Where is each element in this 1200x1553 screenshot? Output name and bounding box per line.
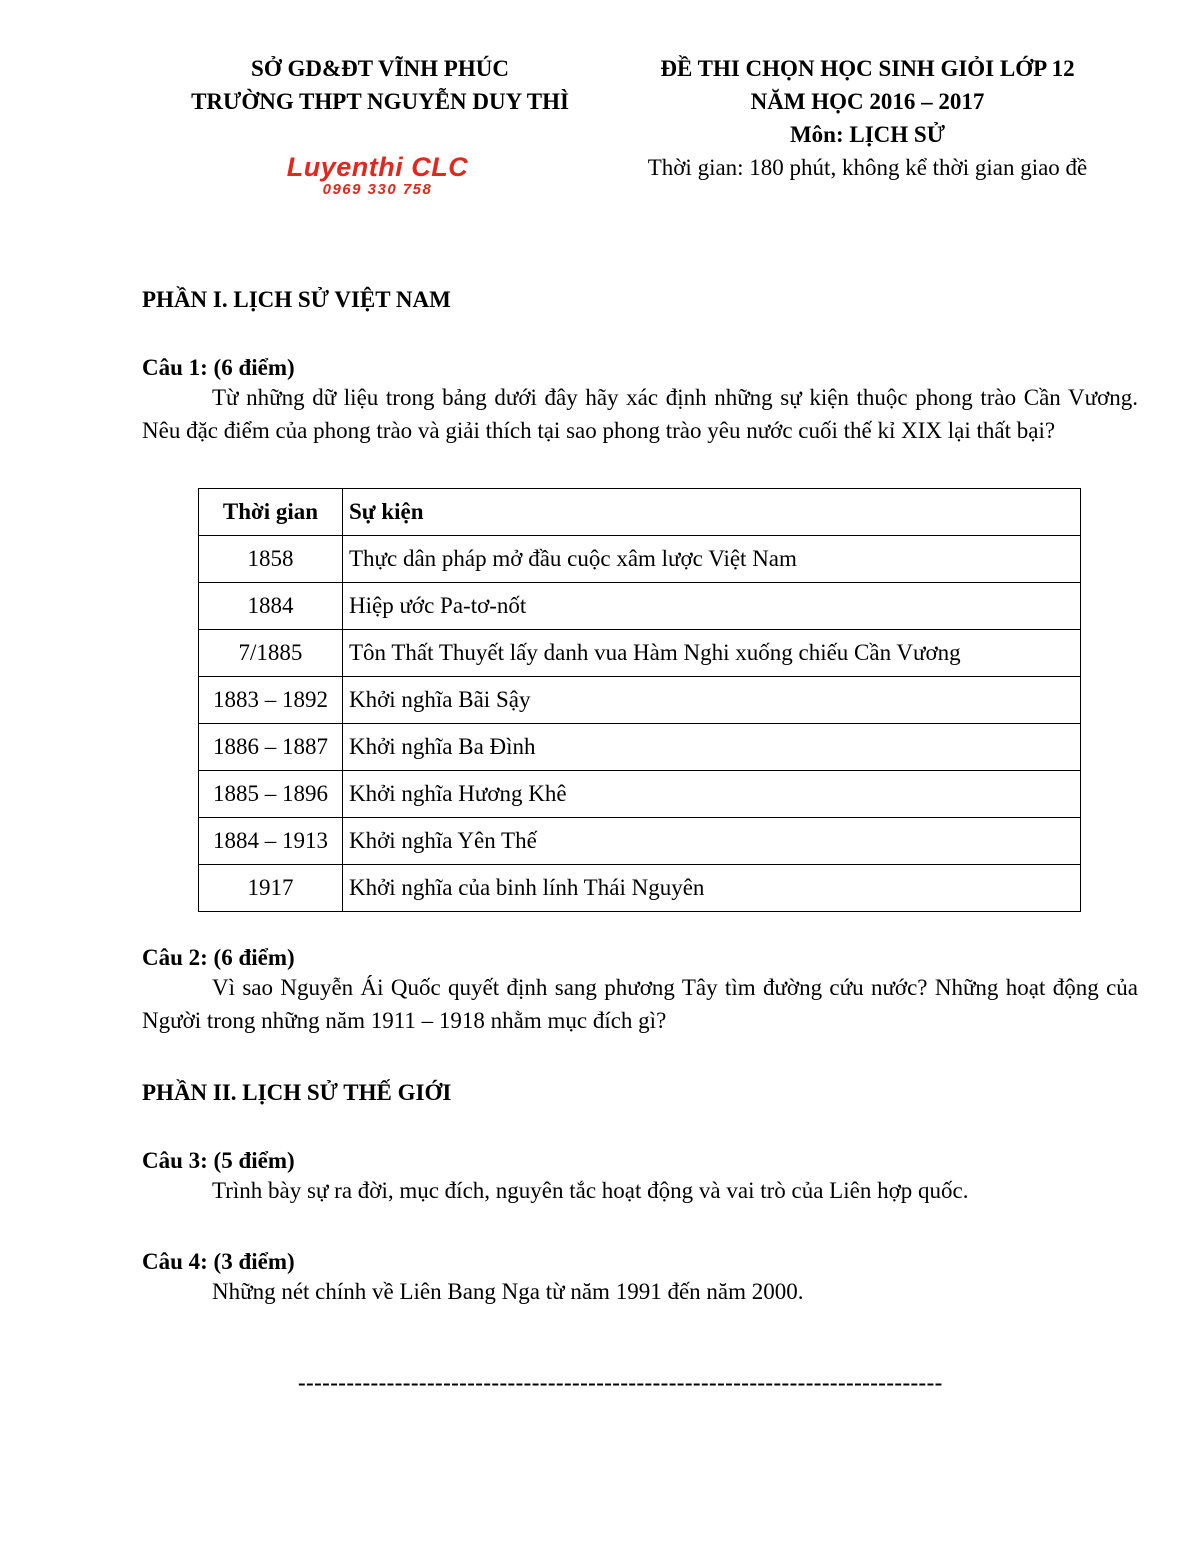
event-cell: Thực dân pháp mở đầu cuộc xâm lược Việt Nam [343,536,1081,583]
table-row [199,630,1081,677]
time-cell: 1883 – 1892 [199,677,343,724]
question-1-text: Từ những dữ liệu trong bảng dưới đây hãy xác định những sự kiện thuộc phong trào Cần Vương. Nêu đặc điểm của phong trào và giải thích tại sao phong trào yêu nước cuối thế kỉ XIX lại thất bại? [142,385,1138,443]
time-cell: 1858 [199,536,343,583]
table-row [199,818,1081,865]
question-2 [142,945,1138,1037]
time-limit: Thời gian: 180 phút, không kể thời gian giao đề [647,155,1088,180]
header-time: Thời gian [199,489,343,536]
school-header [150,52,610,118]
table-row [199,677,1081,724]
section-heading: PHẦN II. LỊCH SỬ THẾ GIỚI [142,1080,452,1105]
event-cell: Khởi nghĩa Bãi Sậy [343,677,1081,724]
part1-title [142,287,1138,313]
event-cell: Khởi nghĩa của binh lính Thái Nguyên [343,865,1081,912]
question-1 [142,355,1138,447]
table-row [199,771,1081,818]
question-3-title: Câu 3: (5 điểm) [142,1148,295,1173]
logo-phone: 0969 330 758 [322,181,433,198]
question-2-text: Vì sao Nguyễn Ái Quốc quyết định sang phương Tây tìm đường cứu nước? Những hoạt động của Người trong những năm 1911 – 1918 nhằm mục đích gì? [142,975,1138,1033]
end-divider: -------------------------------------------------------------------------------- [298,1370,943,1395]
question-1-title: Câu 1: (6 điểm) [142,355,295,380]
logo-name: Luyenthi CLC [286,152,469,182]
time-cell: 1886 – 1887 [199,724,343,771]
exam-header [615,52,1120,184]
question-3-text: Trình bày sự ra đời, mục đích, nguyên tắc hoạt động và vai trò của Liên hợp quốc. [212,1178,969,1203]
school-name: TRƯỜNG THPT NGUYỄN DUY THÌ [191,89,569,114]
event-cell: Khởi nghĩa Hương Khê [343,771,1081,818]
header-event: Sự kiện [343,489,1081,536]
subject: Môn: LỊCH SỬ [789,122,946,147]
time-cell: 1885 – 1896 [199,771,343,818]
event-cell: Tôn Thất Thuyết lấy danh vua Hàm Nghi xuống chiếu Cần Vương [343,630,1081,677]
table-header-row [199,489,1081,536]
question-2-title: Câu 2: (6 điểm) [142,945,295,970]
part2-title [142,1080,1138,1106]
event-cell: Khởi nghĩa Ba Đình [343,724,1081,771]
time-cell: 1884 – 1913 [199,818,343,865]
section-heading: PHẦN I. LỊCH SỬ VIỆT NAM [142,287,451,312]
time-cell: 1884 [199,583,343,630]
table-row [199,583,1081,630]
table-row [199,865,1081,912]
event-cell: Khởi nghĩa Yên Thế [343,818,1081,865]
table-row [199,536,1081,583]
events-table [198,488,1081,912]
watermark-logo [260,152,495,197]
question-3 [142,1148,1138,1207]
time-cell: 7/1885 [199,630,343,677]
question-4 [142,1249,1138,1308]
department-name: SỞ GD&ĐT VĨNH PHÚC [251,56,509,81]
table-row [199,724,1081,771]
exam-title: ĐỀ THI CHỌN HỌC SINH GIỎI LỚP 12 [660,56,1075,81]
time-cell: 1917 [199,865,343,912]
school-year: NĂM HỌC 2016 – 2017 [750,89,985,114]
event-cell: Hiệp ước Pa-tơ-nốt [343,583,1081,630]
question-4-text: Những nét chính về Liên Bang Nga từ năm 1991 đến năm 2000. [212,1279,804,1304]
question-4-title: Câu 4: (3 điểm) [142,1249,295,1274]
